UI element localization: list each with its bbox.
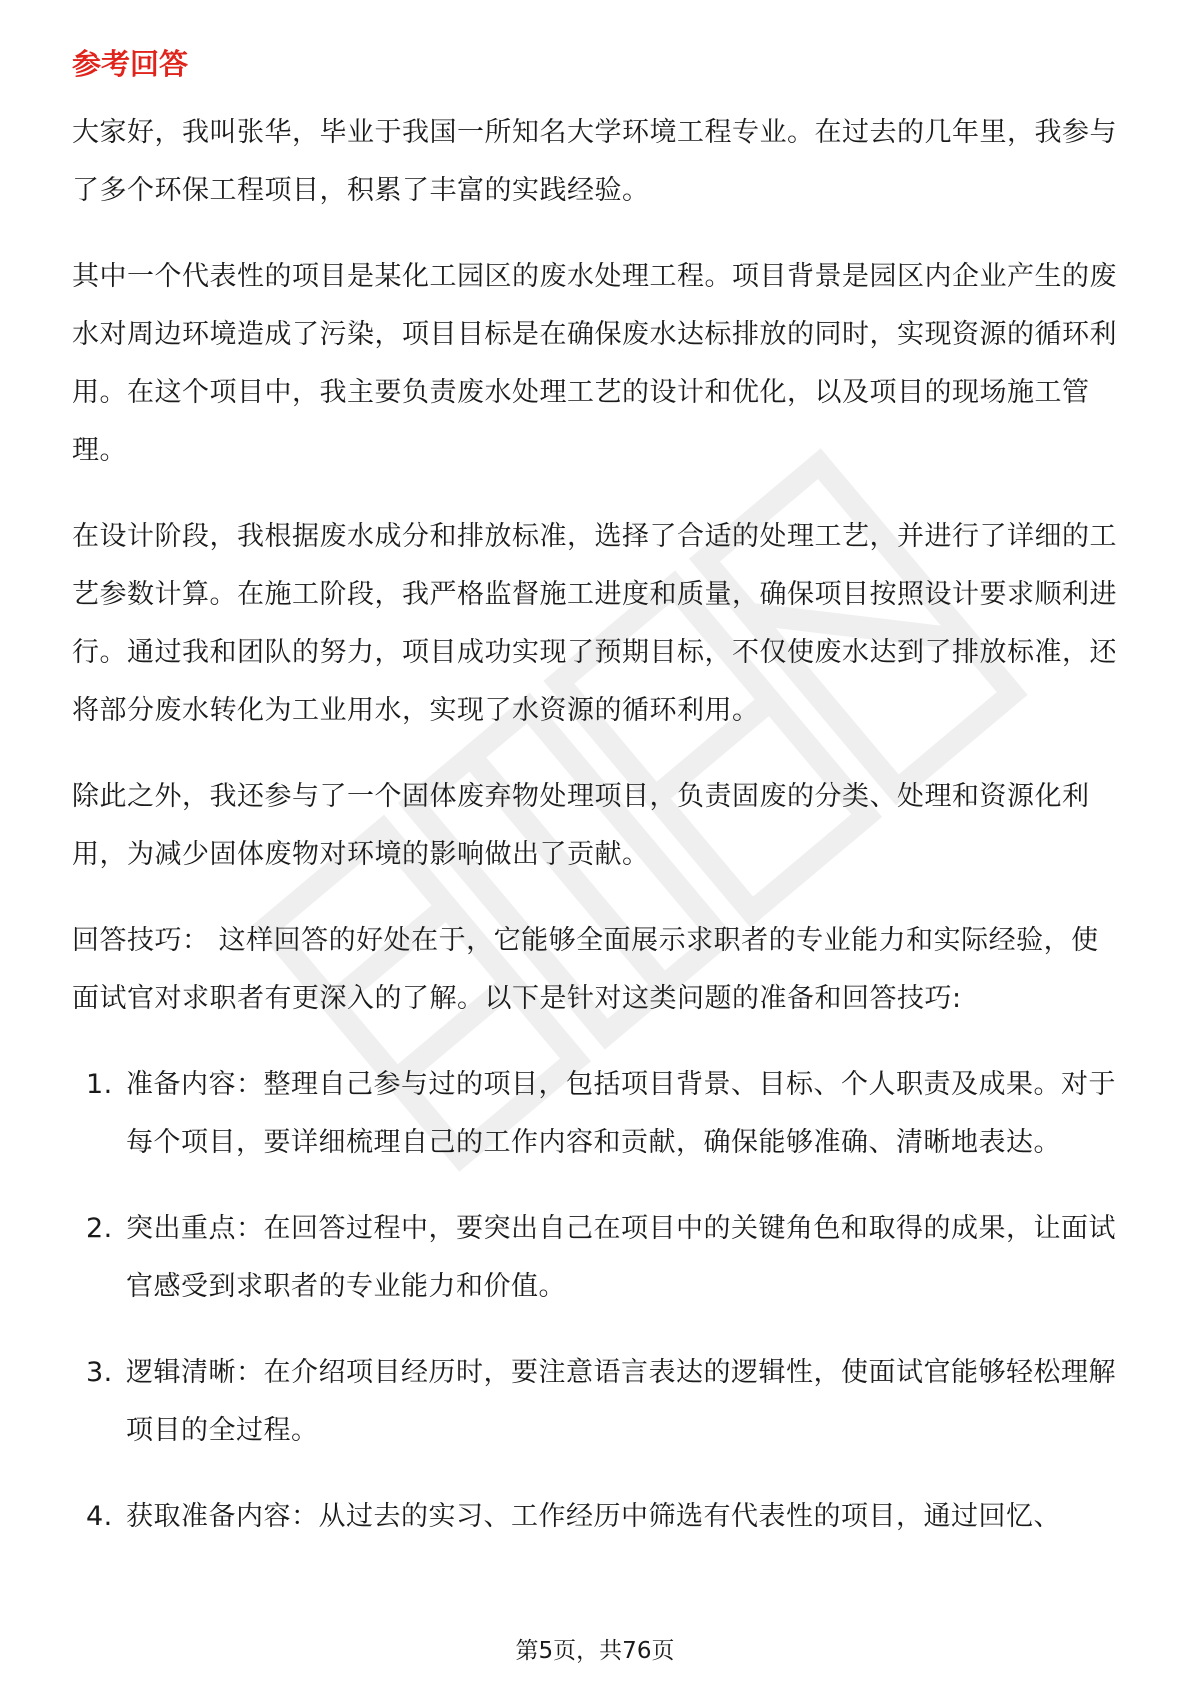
document-body <box>72 44 1122 1574</box>
list-item-text: 突出重点：在回答过程中，要突出自己在项目中的关键角色和取得的成果，让面试官感受到求职者的专业能力和价值。 <box>126 1213 1116 1302</box>
list-item <box>72 1200 1122 1316</box>
paragraph-intro: 大家好，我叫张华，毕业于我国一所知名大学环境工程专业。在过去的几年里，我参与了多个环保工程项目，积累了丰富的实践经验。 <box>72 117 1117 206</box>
list-item-number: 2. <box>86 1213 113 1244</box>
list-item-text: 获取准备内容：从过去的实习、工作经历中筛选有代表性的项目，通过回忆、 <box>126 1501 1061 1532</box>
paragraph-project: 其中一个代表性的项目是某化工园区的废水处理工程。项目背景是园区内企业产生的废水对周边环境造成了污染，项目目标是在确保废水达标排放的同时，实现资源的循环利用。在这个项目中，我主要负责废水处理工艺的设计和优化，以及项目的现场施工管理。 <box>72 261 1117 466</box>
list-item <box>72 1488 1122 1546</box>
paragraph-design: 在设计阶段，我根据废水成分和排放标准，选择了合适的处理工艺，并进行了详细的工艺参数计算。在施工阶段，我严格监督施工进度和质量，确保项目按照设计要求顺利进行。通过我和团队的努力，项目成功实现了预期目标，不仅使废水达到了排放标准，还将部分废水转化为工业用水，实现了水资源的循环利用。 <box>72 521 1117 726</box>
tips-list <box>72 1056 1122 1546</box>
list-item <box>72 1344 1122 1460</box>
list-item <box>72 1056 1122 1172</box>
paragraph-other-project: 除此之外，我还参与了一个固体废弃物处理项目，负责固废的分类、处理和资源化利用，为减少固体废物对环境的影响做出了贡献。 <box>72 781 1090 870</box>
list-item-number: 4. <box>86 1501 113 1532</box>
section-heading: 参考回答 <box>72 47 189 81</box>
list-item-text: 准备内容：整理自己参与过的项目，包括项目背景、目标、个人职责及成果。对于每个项目，要详细梳理自己的工作内容和贡献，确保能够准确、清晰地表达。 <box>126 1069 1116 1158</box>
page-footer: 第5页，共76页 <box>515 1638 675 1664</box>
list-item-number: 3. <box>86 1357 113 1388</box>
list-item-number: 1. <box>86 1069 113 1100</box>
paragraph-tips: 回答技巧： 这样回答的好处在于，它能够全面展示求职者的专业能力和实际经验，使面试官对求职者有更深入的了解。以下是针对这类问题的准备和回答技巧: <box>72 925 1099 1014</box>
list-item-text: 逻辑清晰：在介绍项目经历时，要注意语言表达的逻辑性，使面试官能够轻松理解项目的全过程。 <box>126 1357 1116 1446</box>
